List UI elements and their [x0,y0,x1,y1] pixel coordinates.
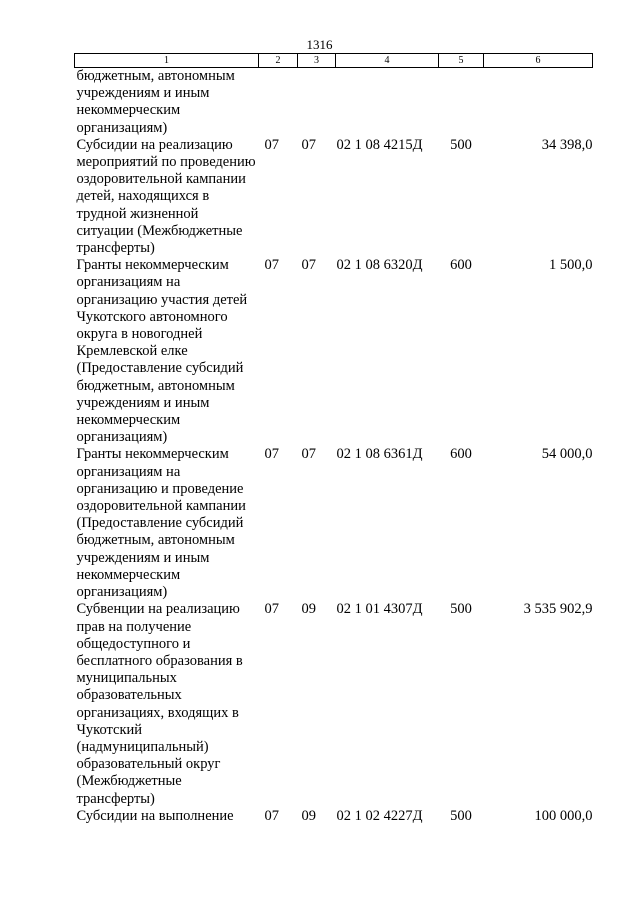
column-header-5: 5 [439,54,484,68]
table-row [75,446,593,601]
row-type-cell: 600 [450,257,472,274]
table-row [75,257,593,446]
table-row [75,601,593,807]
table-header [75,54,593,68]
page-number: 1316 [306,37,333,52]
row-section-cell: 07 [264,136,279,153]
budget-table [74,53,593,825]
row-name-cell: бюджетным, автономным учреждениям и иным некоммерческим организациям) [76,68,235,136]
row-name-cell: Субсидии на реализацию мероприятий по проведению оздоровительной кампании детей, находящихся в трудной жизненной ситуации (Межбюджетные трансферты) [76,136,256,257]
row-type-cell: 500 [450,807,472,824]
row-amount-cell: 34 398,0 [541,136,593,153]
row-target-cell: 02 1 02 4227Д [336,807,423,824]
row-subsection-cell: 07 [301,446,316,463]
column-header-1: 1 [75,54,259,68]
row-type-cell: 500 [450,601,472,618]
row-amount-cell [484,68,593,137]
table-body [75,68,593,825]
row-target-cell: 02 1 08 6361Д [336,446,423,463]
row-subsection-cell: 07 [301,257,316,274]
column-header-4: 4 [336,54,439,68]
row-name-cell: Гранты некоммерческим организациям на организацию и проведение оздоровительной кампании (Предоставление субсидий бюджетным, автономным учреждениям и иным некоммерческим организациям) [76,446,246,601]
table-row [75,808,593,825]
row-name-cell: Субсидии на выполнение [76,807,234,824]
row-amount-cell: 3 535 902,9 [523,601,593,618]
row-amount-cell: 54 000,0 [541,446,593,463]
row-section-cell: 07 [264,601,279,618]
row-subsection-cell: 09 [301,601,316,618]
column-header-3: 3 [298,54,336,68]
row-subsection-cell [298,68,336,137]
column-header-6: 6 [484,54,593,68]
column-header-2: 2 [259,54,298,68]
header-row [75,54,593,68]
row-name-cell: Гранты некоммерческим организациям на организацию участия детей Чукотского автономного округа в новогодней Кремлевской елке (Предоставление субсидий бюджетным, автономным учреждениям и иным некоммерческим организациям) [76,257,248,446]
row-section-cell: 07 [264,807,279,824]
row-subsection-cell: 09 [301,807,316,824]
row-type-cell: 500 [450,136,472,153]
row-section-cell: 07 [264,446,279,463]
row-amount-cell: 100 000,0 [534,807,593,824]
row-section-cell [259,68,298,137]
table-row [75,137,593,257]
row-target-cell: 02 1 08 4215Д [336,136,423,153]
row-section-cell: 07 [264,257,279,274]
row-type-cell [439,68,484,137]
row-name-cell: Субвенции на реализацию прав на получение общедоступного и бесплатного образования в муниципальных образовательных организациях, входящих в Чукотский (надмуниципальный) образовательный округ (Межбюджетные трансферты) [76,601,243,807]
row-target-cell: 02 1 08 6320Д [336,257,423,274]
row-subsection-cell: 07 [301,136,316,153]
row-target-cell: 02 1 01 4307Д [336,601,423,618]
row-type-cell: 600 [450,446,472,463]
row-target-cell [336,68,439,137]
row-amount-cell: 1 500,0 [549,257,593,274]
table-row [75,68,593,137]
